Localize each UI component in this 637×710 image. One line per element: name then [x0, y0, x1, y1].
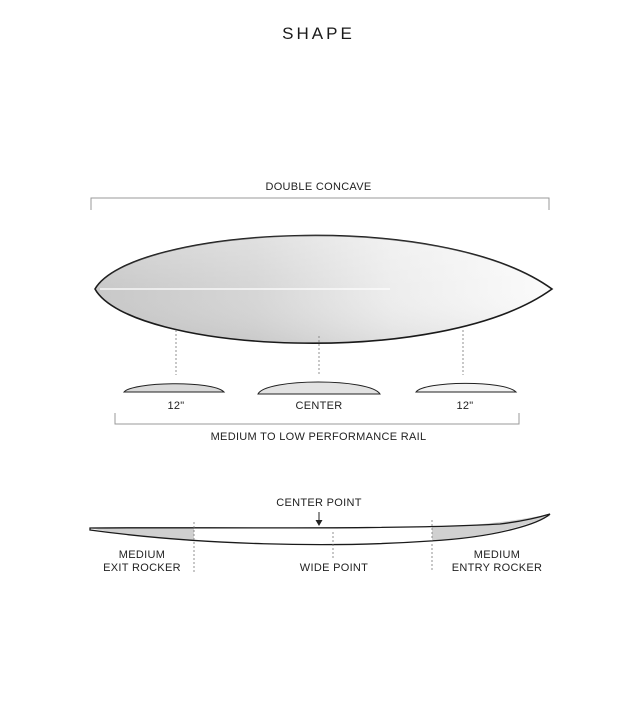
concave-bracket: [91, 198, 549, 210]
entry-rocker-label-line1: MEDIUM: [473, 549, 521, 561]
exit-rocker-label-line1: MEDIUM: [118, 549, 166, 561]
rail-section-left-label: 12": [167, 400, 185, 412]
exit-rocker-label-line2: EXIT ROCKER: [103, 562, 181, 574]
page-title: SHAPE: [282, 24, 355, 43]
rail-section-right: [416, 383, 516, 392]
rail-section-center-label: CENTER: [295, 400, 343, 412]
wide-point-label: WIDE POINT: [299, 562, 369, 574]
double-concave-label: DOUBLE CONCAVE: [265, 181, 372, 193]
rail-section-left: [124, 384, 224, 392]
center-point-label: CENTER POINT: [276, 497, 362, 509]
center-point-arrow-head: [316, 520, 323, 526]
rail-section-center: [258, 382, 380, 394]
entry-rocker-label-line2: ENTRY ROCKER: [451, 562, 543, 574]
rail-section-right-label: 12": [456, 400, 474, 412]
rail-bracket: [115, 413, 519, 424]
rail-label: MEDIUM TO LOW PERFORMANCE RAIL: [210, 431, 427, 443]
